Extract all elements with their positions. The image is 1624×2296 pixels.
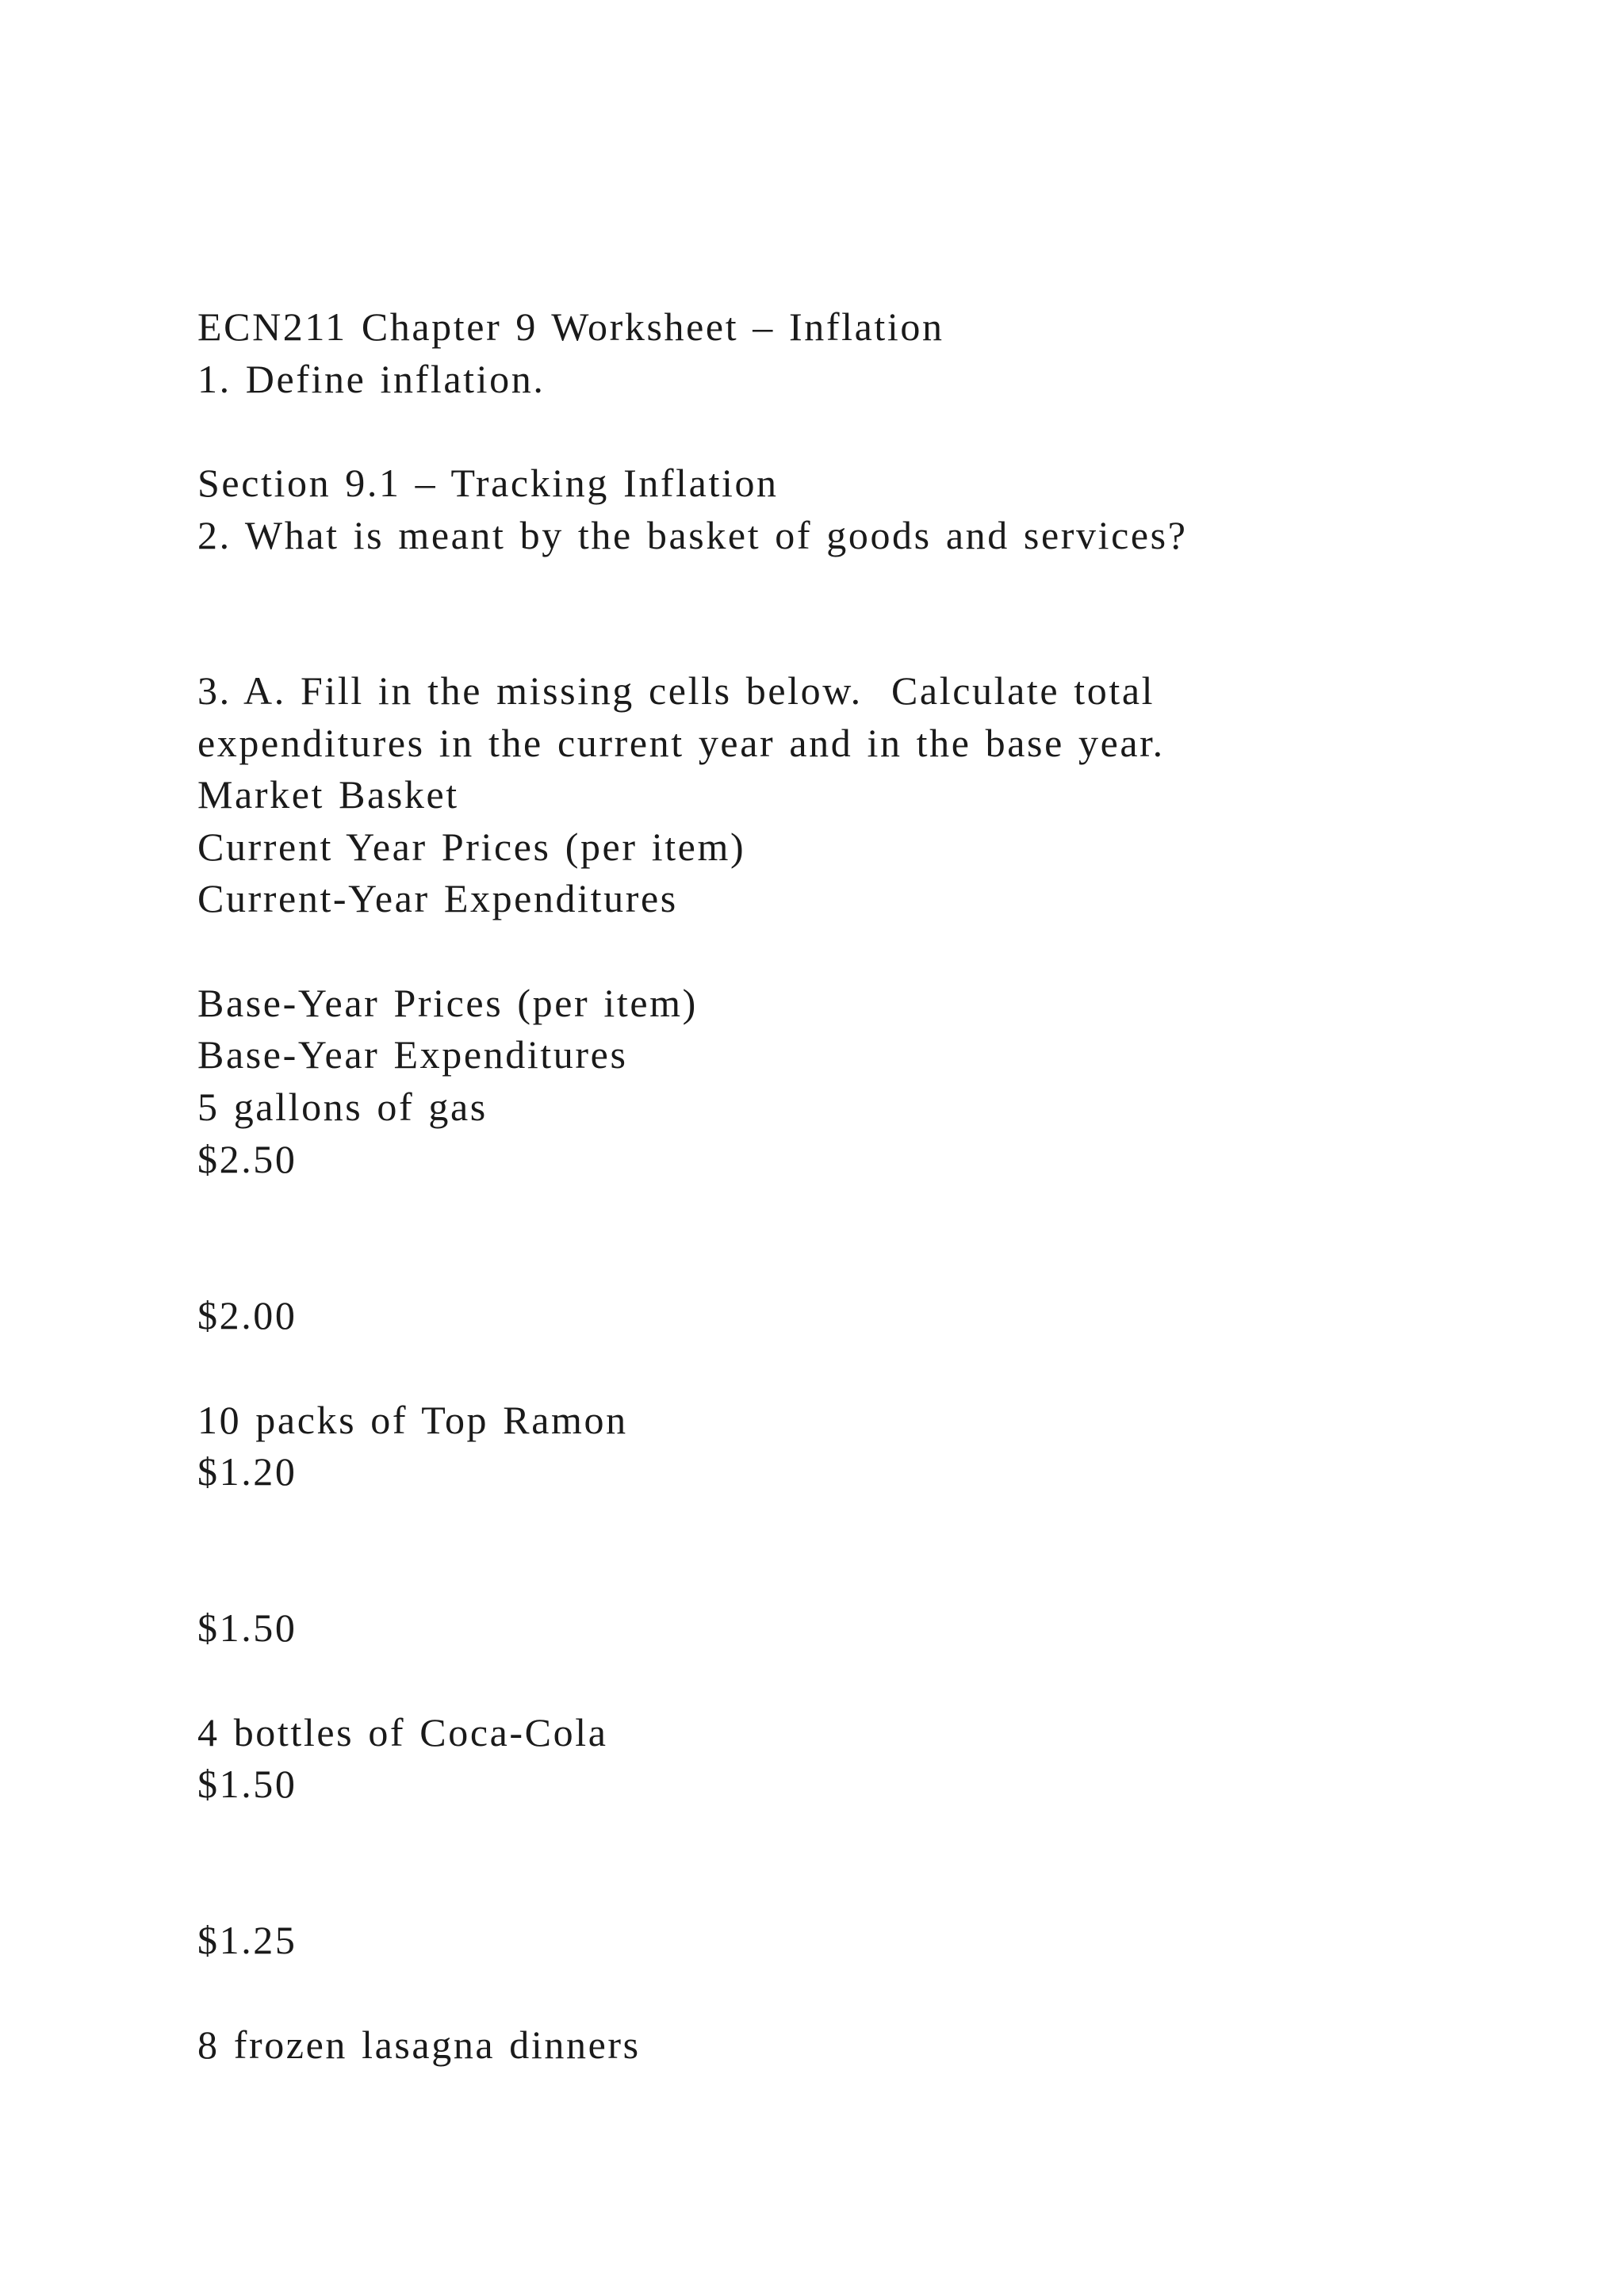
- coca-cola-current-price: $1.50: [197, 1762, 297, 1806]
- basket-item-coca-cola: 4 bottles of Coca-Cola: [197, 1710, 608, 1755]
- worksheet-title: ECN211 Chapter 9 Worksheet – Inflation: [197, 304, 944, 349]
- question-1: 1. Define inflation.: [197, 357, 546, 401]
- table-header-current-prices: Current Year Prices (per item): [197, 825, 746, 869]
- table-header-base-prices: Base-Year Prices (per item): [197, 981, 698, 1025]
- table-header-current-expenditures: Current-Year Expenditures: [197, 876, 678, 920]
- gas-base-price: $2.00: [197, 1293, 297, 1337]
- question-3-line-2: expenditures in the current year and in the base year.: [197, 721, 1165, 765]
- section-heading: Section 9.1 – Tracking Inflation: [197, 461, 779, 505]
- gas-current-price: $2.50: [197, 1137, 297, 1181]
- question-2: 2. What is meant by the basket of goods and services?: [197, 513, 1188, 557]
- table-header-base-expenditures: Base-Year Expenditures: [197, 1032, 628, 1077]
- basket-item-ramen: 10 packs of Top Ramon: [197, 1398, 628, 1442]
- basket-item-gas: 5 gallons of gas: [197, 1085, 488, 1129]
- ramen-base-price: $1.50: [197, 1605, 297, 1650]
- question-3-line-1: 3. A. Fill in the missing cells below. Calculate total: [197, 668, 1155, 713]
- basket-item-lasagna: 8 frozen lasagna dinners: [197, 2022, 641, 2067]
- table-header-market-basket: Market Basket: [197, 772, 459, 817]
- coca-cola-base-price: $1.25: [197, 1918, 297, 1962]
- ramen-current-price: $1.20: [197, 1449, 297, 1494]
